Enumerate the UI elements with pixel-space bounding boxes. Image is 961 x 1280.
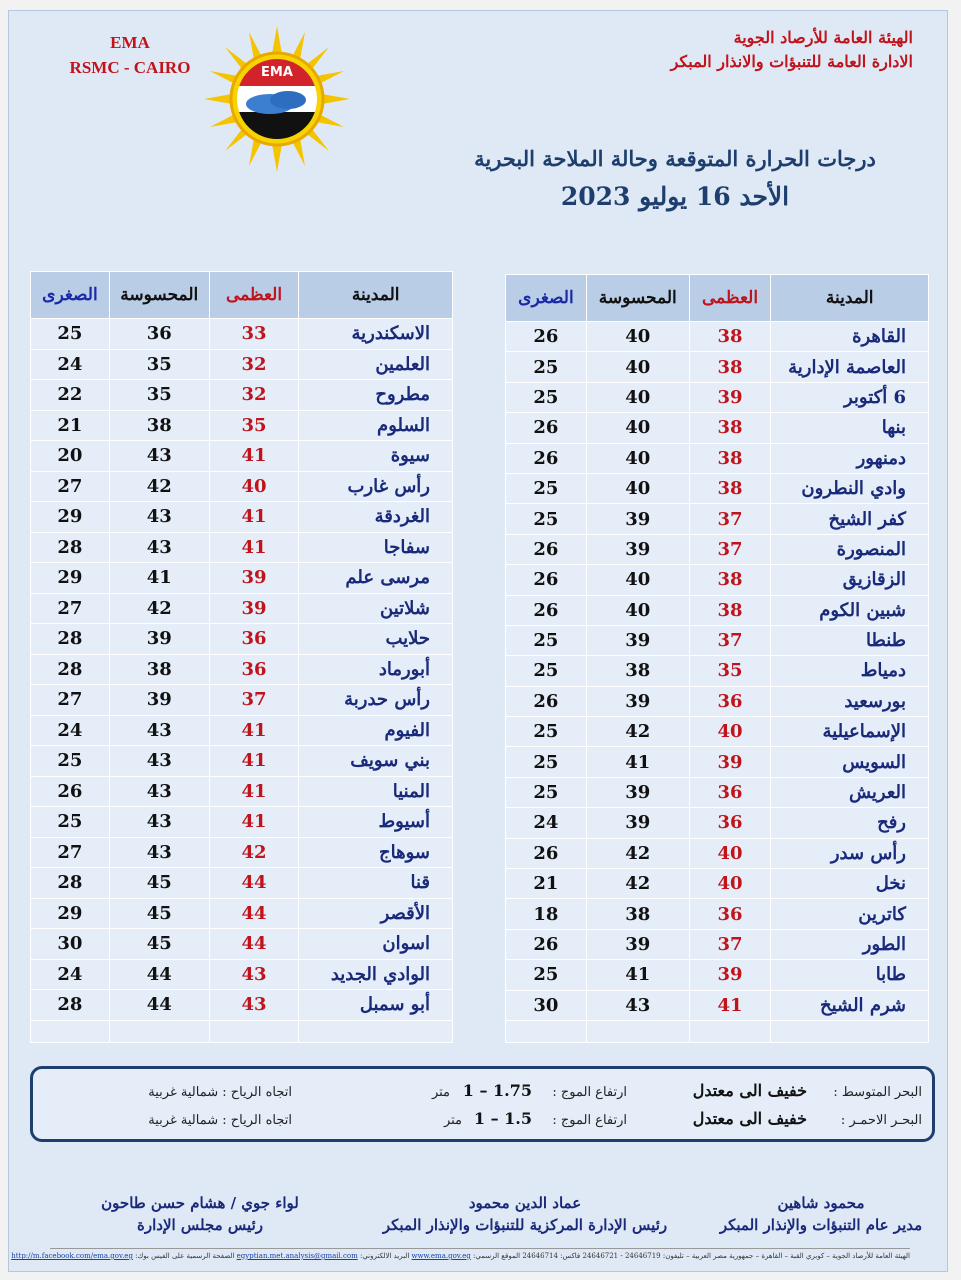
min-temp-cell: 24 [31, 715, 110, 746]
table-row [31, 746, 453, 777]
city-cell: رأس حدربة [299, 685, 453, 716]
table-row [31, 776, 453, 807]
min-temp-cell: 28 [31, 532, 110, 563]
max-temp-cell: 37 [689, 625, 771, 655]
table-row [31, 868, 453, 899]
med-wind: اتجاه الرياح : شمالية غربية [148, 1085, 292, 1100]
max-temp-cell: 41 [209, 532, 299, 563]
table-row [31, 532, 453, 563]
city-cell: العاصمة الإدارية [771, 352, 929, 382]
table-row [31, 380, 453, 411]
table-row [31, 563, 453, 594]
table-row [31, 410, 453, 441]
signature-forecast-director [711, 1192, 931, 1236]
signature-title: رئيس مجلس الإدارة [137, 1216, 263, 1234]
feels-like-cell: 40 [586, 352, 689, 382]
table-row [31, 837, 453, 868]
min-temp-cell: 27 [31, 593, 110, 624]
city-cell: القاهرة [771, 322, 929, 352]
feels-like-cell: 41 [586, 960, 689, 990]
city-cell: العريش [771, 777, 929, 807]
city-cell: أسيوط [299, 807, 453, 838]
max-temp-cell: 36 [689, 777, 771, 807]
col-max-header: العظمى [209, 272, 299, 319]
max-temp-cell: 37 [689, 504, 771, 534]
med-label: البحر المتوسط : [833, 1085, 922, 1100]
signature-name: لواء جوي / هشام حسن طاحون [101, 1194, 299, 1212]
feels-like-cell: 43 [109, 532, 209, 563]
city-cell: مطروح [299, 380, 453, 411]
table-row [506, 717, 929, 747]
feels-like-cell: 42 [109, 593, 209, 624]
footer-divider [50, 1248, 910, 1249]
min-temp-cell: 26 [506, 686, 587, 716]
min-temp-cell: 25 [506, 960, 587, 990]
signature-chairman [70, 1192, 330, 1236]
min-temp-cell: 26 [506, 565, 587, 595]
city-cell: طابا [771, 960, 929, 990]
feels-like-cell: 41 [586, 747, 689, 777]
feels-like-cell: 42 [109, 471, 209, 502]
city-cell: بورسعيد [771, 686, 929, 716]
max-temp-cell: 37 [689, 534, 771, 564]
city-cell: الوادي الجديد [299, 959, 453, 990]
signature-name: عماد الدين محمود [468, 1194, 582, 1212]
max-temp-cell: 39 [209, 593, 299, 624]
table-row [506, 747, 929, 777]
min-temp-cell: 25 [506, 382, 587, 412]
feels-like-cell: 43 [109, 746, 209, 777]
table-row [31, 502, 453, 533]
max-temp-cell: 38 [689, 443, 771, 473]
city-cell: الغردقة [299, 502, 453, 533]
feels-like-cell: 35 [109, 380, 209, 411]
max-temp-cell: 36 [209, 654, 299, 685]
table-row [506, 625, 929, 655]
feels-like-cell: 44 [109, 990, 209, 1021]
feels-like-cell: 39 [109, 624, 209, 655]
table-row [506, 322, 929, 352]
table-row [506, 443, 929, 473]
table-row [31, 685, 453, 716]
med-wave-label: ارتفاع الموج : [552, 1085, 627, 1100]
max-temp-cell: 41 [689, 990, 771, 1020]
city-cell: كاترين [771, 899, 929, 929]
red-wave-label: ارتفاع الموج : [552, 1113, 627, 1128]
city-cell: رفح [771, 808, 929, 838]
min-temp-cell: 25 [506, 777, 587, 807]
feels-like-cell: 40 [586, 443, 689, 473]
feels-like-cell: 43 [109, 837, 209, 868]
min-temp-cell: 21 [31, 410, 110, 441]
feels-like-cell: 36 [109, 319, 209, 350]
min-temp-cell: 25 [506, 747, 587, 777]
red-wave: 1 – 1.5 [473, 1109, 532, 1128]
table-row [506, 838, 929, 868]
table-row [31, 990, 453, 1021]
max-temp-cell: 41 [209, 776, 299, 807]
city-cell: العلمين [299, 349, 453, 380]
city-cell: اسوان [299, 929, 453, 960]
city-cell: قنا [299, 868, 453, 899]
city-cell: الأقصر [299, 898, 453, 929]
col-feels-header: المحسوسة [109, 272, 209, 319]
feels-like-cell: 40 [586, 322, 689, 352]
city-cell: بني سويف [299, 746, 453, 777]
max-temp-cell: 37 [689, 929, 771, 959]
city-cell: وادي النطرون [771, 473, 929, 503]
max-temp-cell: 39 [689, 960, 771, 990]
min-temp-cell: 25 [506, 625, 587, 655]
max-temp-cell: 39 [209, 563, 299, 594]
max-temp-cell: 42 [209, 837, 299, 868]
city-cell: سوهاج [299, 837, 453, 868]
city-cell: الإسماعيلية [771, 717, 929, 747]
feels-like-cell: 39 [586, 777, 689, 807]
city-cell: الزقازيق [771, 565, 929, 595]
max-temp-cell: 38 [689, 473, 771, 503]
table-row [506, 382, 929, 412]
col-max-header: العظمى [689, 275, 771, 322]
table-row [506, 899, 929, 929]
table-row [506, 777, 929, 807]
ema-line2: RSMC - CAIRO [69, 58, 191, 77]
col-min-header: الصغرى [31, 272, 110, 319]
max-temp-cell: 44 [209, 898, 299, 929]
sea-row-mediterranean [33, 1079, 932, 1107]
min-temp-cell: 24 [31, 349, 110, 380]
max-temp-cell: 37 [209, 685, 299, 716]
min-temp-cell: 28 [31, 624, 110, 655]
red-state: خفيف الى معتدل [692, 1109, 807, 1128]
footer-email-label: البريد الالكتروني: [359, 1252, 410, 1260]
table-row [506, 960, 929, 990]
min-temp-cell: 26 [506, 443, 587, 473]
table-row [506, 808, 929, 838]
min-temp-cell: 29 [31, 502, 110, 533]
max-temp-cell: 38 [689, 595, 771, 625]
feels-like-cell: 43 [109, 441, 209, 472]
min-temp-cell: 29 [31, 898, 110, 929]
city-cell: رأس سدر [771, 838, 929, 868]
city-cell: أبو سمبل [299, 990, 453, 1021]
city-cell: السلوم [299, 410, 453, 441]
feels-like-cell: 45 [109, 898, 209, 929]
sea-row-red-sea [33, 1107, 932, 1135]
feels-like-cell: 39 [586, 534, 689, 564]
min-temp-cell: 18 [506, 899, 587, 929]
feels-like-cell: 39 [586, 625, 689, 655]
table-spacer-row [506, 1020, 929, 1042]
feels-like-cell: 45 [109, 868, 209, 899]
city-cell: شبين الكوم [771, 595, 929, 625]
max-temp-cell: 40 [209, 471, 299, 502]
feels-like-cell: 42 [586, 717, 689, 747]
max-temp-cell: 41 [209, 807, 299, 838]
feels-like-cell: 42 [586, 869, 689, 899]
city-cell: رأس غارب [299, 471, 453, 502]
feels-like-cell: 43 [586, 990, 689, 1020]
col-city-header: المدينة [299, 272, 453, 319]
footer-facebook-link[interactable]: http://m.facebook.com/ema.gov.eg [11, 1252, 133, 1260]
red-label: البحـر الاحمـر : [840, 1113, 922, 1128]
col-feels-header: المحسوسة [586, 275, 689, 322]
max-temp-cell: 41 [209, 441, 299, 472]
table-row [506, 990, 929, 1020]
min-temp-cell: 26 [506, 534, 587, 564]
min-temp-cell: 25 [506, 352, 587, 382]
feels-like-cell: 40 [586, 473, 689, 503]
table-row [506, 473, 929, 503]
max-temp-cell: 43 [209, 959, 299, 990]
max-temp-cell: 36 [689, 686, 771, 716]
red-unit: متر [443, 1113, 462, 1128]
signature-central-director [360, 1192, 690, 1236]
col-city-header: المدينة [771, 275, 929, 322]
table-row [506, 686, 929, 716]
right-table-header [506, 275, 929, 322]
city-cell: 6 أكتوبر [771, 382, 929, 412]
feels-like-cell: 44 [109, 959, 209, 990]
footer-fb-label: الصفحة الرسمية على الفيس بوك: [135, 1252, 235, 1260]
table-row [506, 869, 929, 899]
feels-like-cell: 39 [109, 685, 209, 716]
red-wind: اتجاه الرياح : شمالية غربية [148, 1113, 292, 1128]
feels-like-cell: 38 [109, 410, 209, 441]
max-temp-cell: 40 [689, 838, 771, 868]
min-temp-cell: 25 [31, 807, 110, 838]
city-cell: نخل [771, 869, 929, 899]
max-temp-cell: 41 [209, 715, 299, 746]
city-cell: السويس [771, 747, 929, 777]
max-temp-cell: 39 [689, 382, 771, 412]
feels-like-cell: 45 [109, 929, 209, 960]
city-cell: الفيوم [299, 715, 453, 746]
ema-sun-logo [202, 24, 352, 174]
city-cell: كفر الشيخ [771, 504, 929, 534]
min-temp-cell: 30 [31, 929, 110, 960]
max-temp-cell: 35 [209, 410, 299, 441]
table-row [31, 441, 453, 472]
city-cell: دمنهور [771, 443, 929, 473]
city-cell: بنها [771, 413, 929, 443]
max-temp-cell: 32 [209, 349, 299, 380]
table-row [31, 624, 453, 655]
max-temp-cell: 44 [209, 929, 299, 960]
min-temp-cell: 26 [506, 838, 587, 868]
table-row [31, 471, 453, 502]
max-temp-cell: 33 [209, 319, 299, 350]
max-temp-cell: 38 [689, 352, 771, 382]
feels-like-cell: 43 [109, 502, 209, 533]
bulletin-date: الأحد 16 يوليو 2023 [560, 182, 790, 211]
max-temp-cell: 41 [209, 746, 299, 777]
table-row [506, 413, 929, 443]
org-line1: الهيئة العامة للأرصاد الجوية [733, 28, 913, 47]
feels-like-cell: 35 [109, 349, 209, 380]
min-temp-cell: 28 [31, 868, 110, 899]
min-temp-cell: 25 [506, 717, 587, 747]
min-temp-cell: 26 [506, 413, 587, 443]
feels-like-cell: 39 [586, 686, 689, 716]
table-row [31, 654, 453, 685]
bulletin-title [440, 140, 910, 216]
left-table-header [31, 272, 453, 319]
max-temp-cell: 36 [689, 899, 771, 929]
city-cell: المنيا [299, 776, 453, 807]
min-temp-cell: 22 [31, 380, 110, 411]
feels-like-cell: 38 [586, 656, 689, 686]
min-temp-cell: 30 [506, 990, 587, 1020]
sea-state-box [30, 1066, 935, 1142]
min-temp-cell: 26 [506, 322, 587, 352]
city-cell: الطور [771, 929, 929, 959]
min-temp-cell: 28 [31, 990, 110, 1021]
city-cell: طنطا [771, 625, 929, 655]
table-row [31, 593, 453, 624]
table-row [506, 656, 929, 686]
city-cell: سفاجا [299, 532, 453, 563]
min-temp-cell: 24 [31, 959, 110, 990]
organization-header [671, 26, 913, 74]
max-temp-cell: 35 [689, 656, 771, 686]
city-cell: مرسى علم [299, 563, 453, 594]
max-temp-cell: 32 [209, 380, 299, 411]
feels-like-cell: 42 [586, 838, 689, 868]
table-row [31, 349, 453, 380]
min-temp-cell: 25 [506, 656, 587, 686]
table-row [31, 959, 453, 990]
feels-like-cell: 39 [586, 929, 689, 959]
min-temp-cell: 24 [506, 808, 587, 838]
city-cell: سيوة [299, 441, 453, 472]
feels-like-cell: 39 [586, 808, 689, 838]
min-temp-cell: 25 [506, 504, 587, 534]
signature-title: مدير عام التنبؤات والإنذار المبكر [719, 1216, 923, 1234]
max-temp-cell: 41 [209, 502, 299, 533]
footer-contact [11, 1252, 910, 1260]
min-temp-cell: 20 [31, 441, 110, 472]
table-row [31, 715, 453, 746]
table-row [506, 565, 929, 595]
min-temp-cell: 27 [31, 471, 110, 502]
min-temp-cell: 27 [31, 837, 110, 868]
footer-email-link[interactable]: egyptian.met.analysis@gmail.com [236, 1252, 358, 1260]
table-spacer-row [31, 1020, 453, 1042]
feels-like-cell: 40 [586, 595, 689, 625]
footer-site-link[interactable]: www.ema.gov.eg [411, 1252, 471, 1260]
feels-like-cell: 38 [109, 654, 209, 685]
min-temp-cell: 21 [506, 869, 587, 899]
feels-like-cell: 43 [109, 776, 209, 807]
min-temp-cell: 29 [31, 563, 110, 594]
col-min-header: الصغرى [506, 275, 587, 322]
city-cell: دمياط [771, 656, 929, 686]
table-row [31, 898, 453, 929]
max-temp-cell: 38 [689, 413, 771, 443]
min-temp-cell: 26 [31, 776, 110, 807]
right-temperature-table [505, 274, 929, 1043]
max-temp-cell: 40 [689, 717, 771, 747]
feels-like-cell: 38 [586, 899, 689, 929]
min-temp-cell: 25 [31, 746, 110, 777]
max-temp-cell: 44 [209, 868, 299, 899]
table-row [506, 352, 929, 382]
med-state: خفيف الى معتدل [692, 1081, 807, 1100]
feels-like-cell: 41 [109, 563, 209, 594]
table-row [31, 929, 453, 960]
city-cell: أبورماد [299, 654, 453, 685]
min-temp-cell: 28 [31, 654, 110, 685]
left-temperature-table [30, 271, 453, 1043]
table-row [506, 534, 929, 564]
min-temp-cell: 25 [506, 473, 587, 503]
city-cell: شلاتين [299, 593, 453, 624]
title-text: درجات الحرارة المتوقعة وحالة الملاحة البحرية [474, 146, 876, 171]
ema-label [60, 30, 200, 80]
feels-like-cell: 40 [586, 565, 689, 595]
med-wave: 1 – 1.75 [462, 1081, 532, 1100]
feels-like-cell: 40 [586, 382, 689, 412]
max-temp-cell: 36 [689, 808, 771, 838]
org-line2: الادارة العامة للتنبؤات والانذار المبكر [670, 52, 913, 71]
city-cell: المنصورة [771, 534, 929, 564]
feels-like-cell: 39 [586, 504, 689, 534]
table-row [31, 807, 453, 838]
feels-like-cell: 40 [586, 413, 689, 443]
min-temp-cell: 26 [506, 929, 587, 959]
table-row [31, 319, 453, 350]
ema-line1: EMA [110, 33, 150, 52]
table-row [506, 504, 929, 534]
signature-name: محمود شاهين [777, 1194, 865, 1212]
max-temp-cell: 40 [689, 869, 771, 899]
signature-title: رئيس الإدارة المركزية للتنبؤات والإنذار المبكر [382, 1216, 668, 1234]
max-temp-cell: 38 [689, 322, 771, 352]
table-row [506, 929, 929, 959]
city-cell: شرم الشيخ [771, 990, 929, 1020]
min-temp-cell: 27 [31, 685, 110, 716]
max-temp-cell: 38 [689, 565, 771, 595]
feels-like-cell: 43 [109, 715, 209, 746]
table-row [506, 595, 929, 625]
max-temp-cell: 36 [209, 624, 299, 655]
footer-text: الهيئة العامة للأرصاد الجوية – كوبري القبة – القاهرة – جمهورية مصر العربية – تليفون: 24646719 - 24646721 فاكس: 24646714 الموقع الرسمي: [473, 1252, 910, 1260]
logo-text: EMA [261, 65, 293, 80]
max-temp-cell: 39 [689, 747, 771, 777]
feels-like-cell: 43 [109, 807, 209, 838]
max-temp-cell: 43 [209, 990, 299, 1021]
city-cell: الاسكندرية [299, 319, 453, 350]
med-unit: متر [431, 1085, 450, 1100]
min-temp-cell: 25 [31, 319, 110, 350]
min-temp-cell: 26 [506, 595, 587, 625]
city-cell: حلايب [299, 624, 453, 655]
